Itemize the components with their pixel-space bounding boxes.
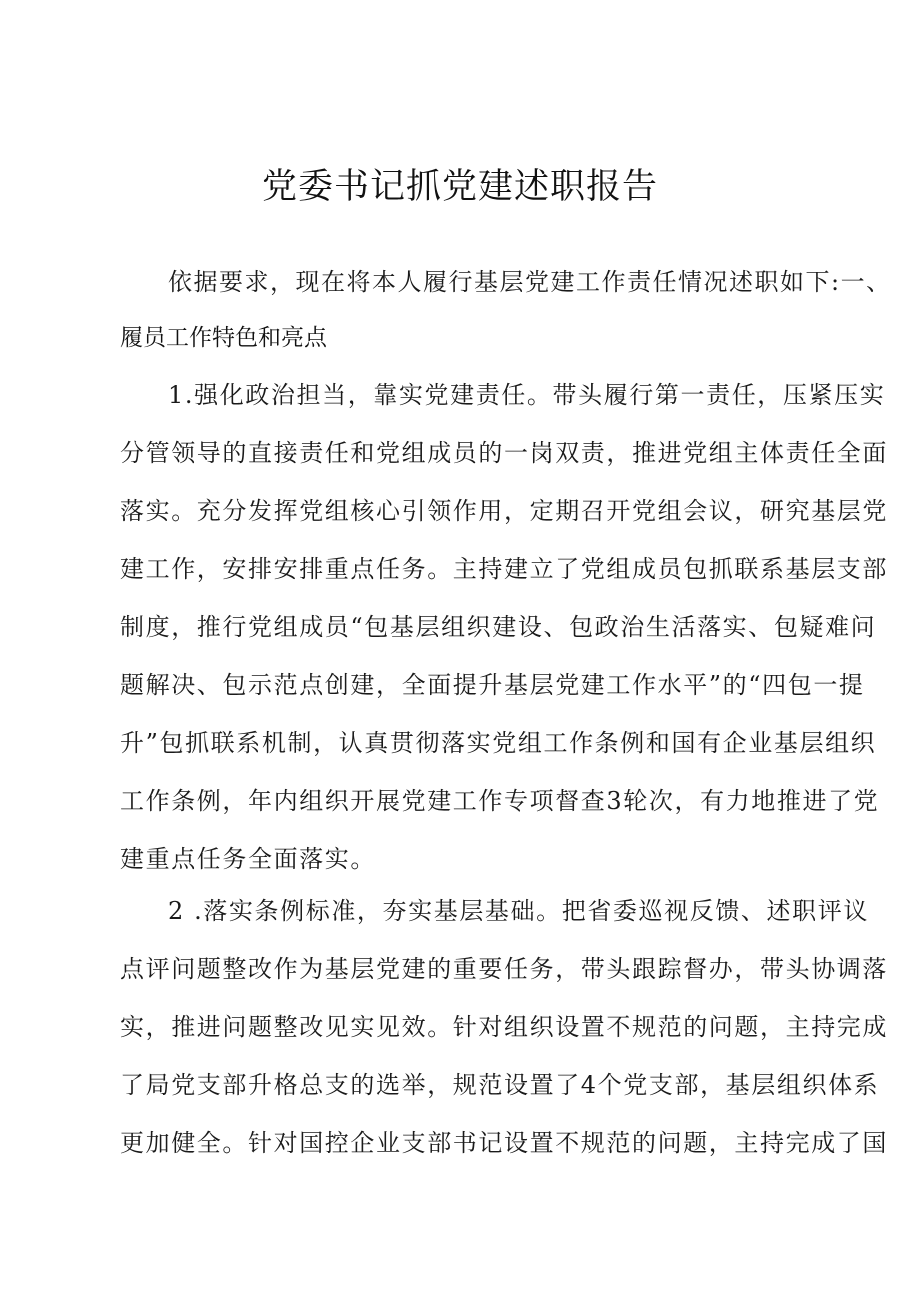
intro-paragraph: 依据要求，现在将本人履行基层党建工作责任情况述职如下:一、	[168, 268, 892, 296]
body-paragraph-2	[120, 882, 888, 1172]
paragraph-line: 题解决、包示范点创建，全面提升基层党建工作水平”的“四包一提	[120, 671, 865, 699]
paragraph-line: 升”包抓联系机制，认真贯彻落实党组工作条例和国有企业基层组织	[120, 729, 877, 757]
document-title: 党委书记抓党建述职报告	[261, 167, 658, 207]
paragraph-line: 了局党支部升格总支的选举，规范设置了4个党支部，基层组织体系	[120, 1071, 880, 1099]
paragraph-line: 1.强化政治担当，靠实党建责任。带头履行第一责任，压紧压实	[168, 381, 886, 409]
paragraph-line: 点评问题整改作为基层党建的重要任务，带头跟踪督办，带头协调落	[120, 955, 888, 983]
paragraph-line: 实，推进问题整改见实见效。针对组织设置不规范的问题，主持完成	[120, 1013, 888, 1041]
paragraph-line: 建工作，安排安排重点任务。主持建立了党组成员包抓联系基层支部	[120, 555, 888, 583]
paragraph-line: 2 .落实条例标准，夯实基层基础。把省委巡视反馈、述职评议	[168, 897, 869, 925]
paragraph-line: 分管领导的直接责任和党组成员的一岗双责，推进党组主体责任全面	[120, 439, 888, 467]
section-heading: 履员工作特色和亮点	[120, 325, 327, 351]
paragraph-line: 落实。充分发挥党组核心引领作用，定期召开党组会议，研究基层党	[120, 497, 888, 525]
paragraph-line: 建重点任务全面落实。	[120, 845, 376, 873]
paragraph-line: 工作条例，年内组织开展党建工作专项督查3轮次，有力地推进了党	[120, 787, 880, 815]
paragraph-line: 更加健全。针对国控企业支部书记设置不规范的问题，主持完成了国	[120, 1129, 888, 1157]
body-paragraph-1	[120, 366, 888, 888]
paragraph-line: 制度，推行党组成员“包基层组织建设、包政治生活落实、包疑难问	[120, 613, 877, 641]
